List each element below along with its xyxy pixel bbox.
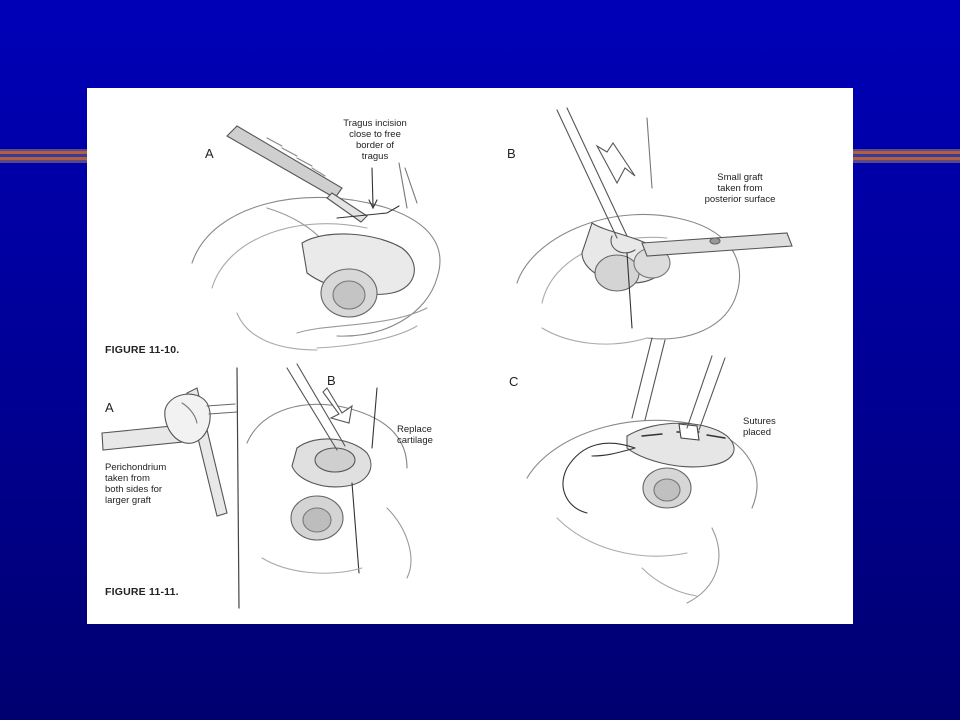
callout-line: posterior surface [704,194,776,205]
fig-11-11-panel-c-letter: C [509,374,519,389]
fig-11-11-a-callout [105,462,195,506]
fig-11-11-b-callout [397,424,467,446]
ear-illustration-11c [527,338,757,603]
surgical-figure-card [87,88,853,624]
callout-line: Sutures [743,416,776,427]
callout-line: Perichondrium [105,462,167,473]
fig-11-10-panel-a-letter: A [205,146,214,161]
callout-line: Small graft [717,172,763,183]
callout-line: tragus [361,151,389,162]
fig-11-10-a-callout [325,118,425,162]
fig-11-10-b-callout [685,172,795,205]
callout-line: both sides for [105,484,163,495]
callout-line: placed [743,427,771,438]
fig-11-11-panel-a-letter: A [105,400,114,415]
ear-illustration-11b [247,364,411,578]
fig-11-11-panel-b-letter: B [327,373,336,388]
callout-line: border of [355,140,395,151]
callout-line: cartilage [397,435,433,446]
callout-line: taken from [105,473,150,484]
callout-line: taken from [717,183,763,194]
fig-11-11-c-callout [743,416,803,438]
callout-line: larger graft [105,495,151,506]
fig-11-10-caption: FIGURE 11-10. [105,344,180,356]
ear-illustration-10b [517,108,792,344]
callout-line: Replace [397,424,432,435]
callout-line: close to free [349,129,401,140]
callout-line: Tragus incision [343,118,407,129]
fig-11-11-caption: FIGURE 11-11. [105,586,179,598]
fig-11-10-panel-b-letter: B [507,146,516,161]
surgical-illustrations [87,88,853,624]
